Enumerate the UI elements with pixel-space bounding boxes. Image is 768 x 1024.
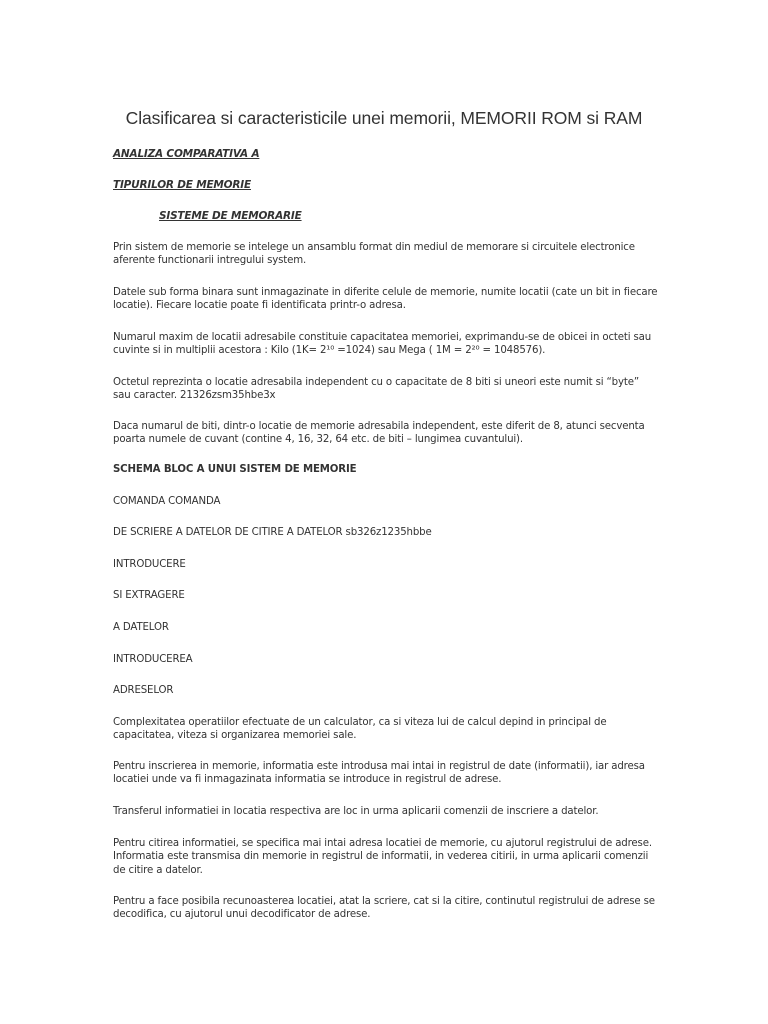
schema-line-5: A DATELOR: [113, 622, 169, 633]
paragraph-1: Prin sistem de memorie se intelege un ansamblu format din mediul de memorare si circuitele electronice aferente functionarii intregului system.: [113, 242, 635, 267]
schema-line-4: SI EXTRAGERE: [113, 590, 185, 601]
paragraph-4: Octetul reprezinta o locatie adresabila independent cu o capacitate de 8 biti si uneori este numit si “byte” sau caracter. 21326zsm35hbe3x: [113, 377, 639, 402]
schema-heading: SCHEMA BLOC A UNUI SISTEM DE MEMORIE: [113, 464, 357, 475]
heading-tipurilor: TIPURILOR DE MEMORIE: [113, 179, 251, 191]
paragraph-2: Datele sub forma binara sunt inmagazinate in diferite celule de memorie, numite locatii (cate un bit in fiecare locatie). Fiecare locatie poate fi identificata printr-o adresa.: [113, 287, 658, 312]
heading-analiza: ANALIZA COMPARATIVA A: [113, 148, 260, 160]
paragraph-9: Pentru citirea informatiei, se specifica mai intai adresa locatiei de memorie, cu ajutorul registrului de adrese. Informatia este transmisa din memorie in registrul de informatii, in vederea citirii, in urma aplicarii comenzii de citire a datelor.: [113, 838, 652, 876]
paragraph-7: Pentru inscrierea in memorie, informatia este introdusa mai intai in registrul de date (informatii), iar adresa locatiei unde va fi inmagazinata informatia se introduce in registrul de adrese.: [113, 761, 645, 786]
paragraph-3: Numarul maxim de locatii adresabile constituie capacitatea memoriei, exprimandu-se de obicei in octeti sau cuvinte si in multiplii acestora : Kilo (1K= 2¹⁰ =1024) sau Mega ( 1M = 2²⁰ = 1048576).: [113, 332, 652, 357]
schema-line-2: DE SCRIERE A DATELOR DE CITIRE A DATELOR sb326z1235hbbe: [113, 527, 432, 538]
paragraph-5: Daca numarul de biti, dintr-o locatie de memorie adresabila independent, este diferit de 8, atunci secventa poarta numele de cuvant (contine 4, 16, 32, 64 etc. de biti – lungimea cuvantului).: [113, 421, 645, 446]
heading-sisteme: SISTEME DE MEMORARIE: [159, 210, 302, 222]
paragraph-6: Complexitatea operatiilor efectuate de un calculator, ca si viteza lui de calcul depind in principal de capacitatea, viteza si organizarea memoriei sale.: [113, 717, 607, 742]
schema-line-1: COMANDA COMANDA: [113, 496, 221, 507]
schema-line-6: INTRODUCEREA: [113, 654, 193, 665]
schema-line-7: ADRESELOR: [113, 685, 174, 696]
page-title: Clasificarea si caracteristicile unei memorii, MEMORII ROM si RAM: [125, 108, 643, 128]
schema-line-3: INTRODUCERE: [113, 559, 186, 570]
paragraph-10: Pentru a face posibila recunoasterea locatiei, atat la scriere, cat si la citire, continutul registrului de adrese se decodifica, cu ajutorul unui decodificator de adrese.: [113, 896, 655, 921]
paragraph-8: Transferul informatiei in locatia respectiva are loc in urma aplicarii comenzii de inscriere a datelor.: [113, 806, 599, 817]
